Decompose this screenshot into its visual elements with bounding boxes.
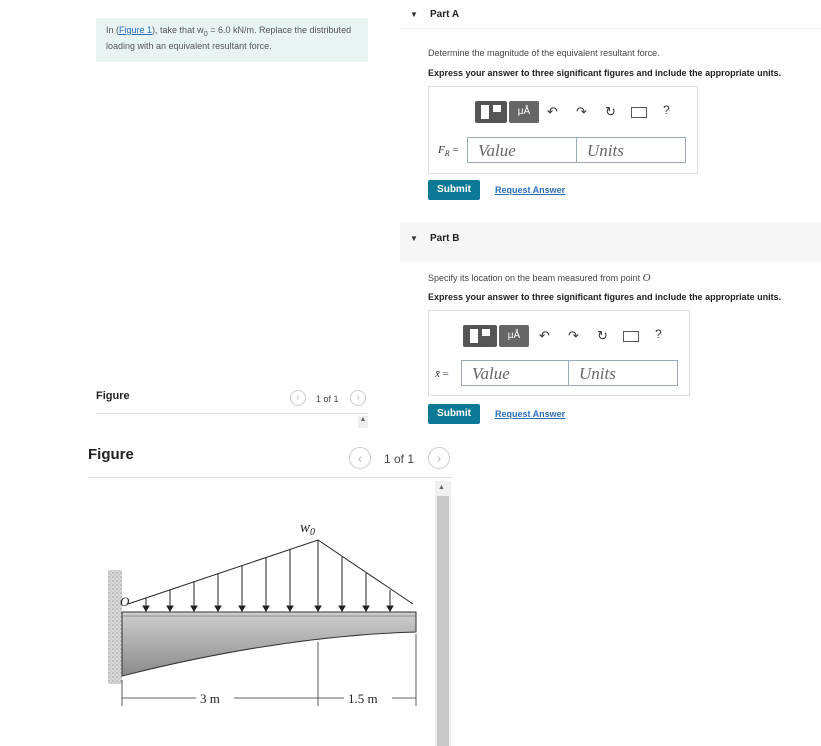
figure-link[interactable]: Figure 1 [119,25,153,35]
beam [122,612,416,676]
help-icon[interactable]: ? [663,103,670,117]
load-label: $w_0$ [300,520,316,538]
reset-icon[interactable]: ↻ [605,104,616,119]
xbar-label: x̄ = [435,368,449,380]
part-b-question: Specify its location on the beam measured from point O [428,272,651,284]
part-b-answer-box [428,310,690,396]
templates-button[interactable] [475,101,507,123]
figure-large-divider [88,477,452,478]
part-a-instruction: Express your answer to three significant figures and include the appropriate units. [428,68,782,78]
part-a-answer-box [428,86,698,174]
figure-title-small: Figure [96,390,130,402]
scroll-up-icon[interactable]: ▲ [438,484,445,491]
part-b-request-answer-link[interactable]: Request Answer [495,409,566,419]
next-figure-button-small[interactable]: › [350,390,366,406]
reset-icon[interactable]: ↻ [597,328,608,343]
xbar-value-input[interactable]: Value [461,360,569,386]
units-symbol-button[interactable]: μÅ [499,325,529,347]
next-figure-button[interactable]: › [428,447,450,469]
scroll-thumb[interactable] [437,496,449,746]
beam-diagram [100,500,430,746]
figure-pager-small: 1 of 1 [316,394,339,404]
undo-icon[interactable]: ↶ [547,104,558,119]
part-a-divider [400,28,821,29]
figure-pager: 1 of 1 [384,452,415,466]
part-a-title: Part A [430,9,460,20]
keyboard-icon[interactable] [631,107,647,118]
units-symbol-button[interactable]: μÅ [509,101,539,123]
part-b-header [400,222,821,262]
figure-title-large: Figure [88,446,134,463]
fr-units-input[interactable]: Units [576,137,686,163]
collapse-part-a-icon[interactable]: ▼ [410,10,418,19]
fixed-wall [108,570,122,684]
redo-icon[interactable]: ↷ [576,104,587,119]
part-b-title: Part B [430,233,460,244]
collapse-part-b-icon[interactable]: ▼ [410,234,418,243]
undo-icon[interactable]: ↶ [539,328,550,343]
part-a-request-answer-link[interactable]: Request Answer [495,185,566,195]
dim-3m-label: 3 m [200,691,220,706]
part-a-submit-button[interactable]: Submit [428,180,480,200]
problem-statement: In (Figure 1), take that $w_0 = 6.0$ kN/m. Replace the distributed loading with an equivalent resultant force. [96,18,368,62]
load-outline [128,540,413,604]
load-arrows [143,540,393,611]
help-icon[interactable]: ? [655,327,662,341]
dim-1-5m-label: 1.5 m [348,691,378,706]
point-o-label: O [120,594,130,609]
part-b-submit-button[interactable]: Submit [428,404,480,424]
fr-label: $F_R$ = [438,144,459,159]
redo-icon[interactable]: ↷ [568,328,579,343]
scroll-up-small-icon[interactable]: ▲ [358,416,368,428]
part-a-question: Determine the magnitude of the equivalent resultant force. [428,48,660,58]
prev-figure-button-small[interactable]: ‹ [290,390,306,406]
fr-value-input[interactable]: Value [467,137,577,163]
prev-figure-button[interactable]: ‹ [349,447,371,469]
keyboard-icon[interactable] [623,331,639,342]
templates-button[interactable] [463,325,497,347]
part-b-instruction: Express your answer to three significant figures and include the appropriate units. [428,292,782,302]
xbar-units-input[interactable]: Units [568,360,678,386]
figure-scrollbar[interactable] [435,481,451,746]
figure-small-divider [96,413,368,414]
